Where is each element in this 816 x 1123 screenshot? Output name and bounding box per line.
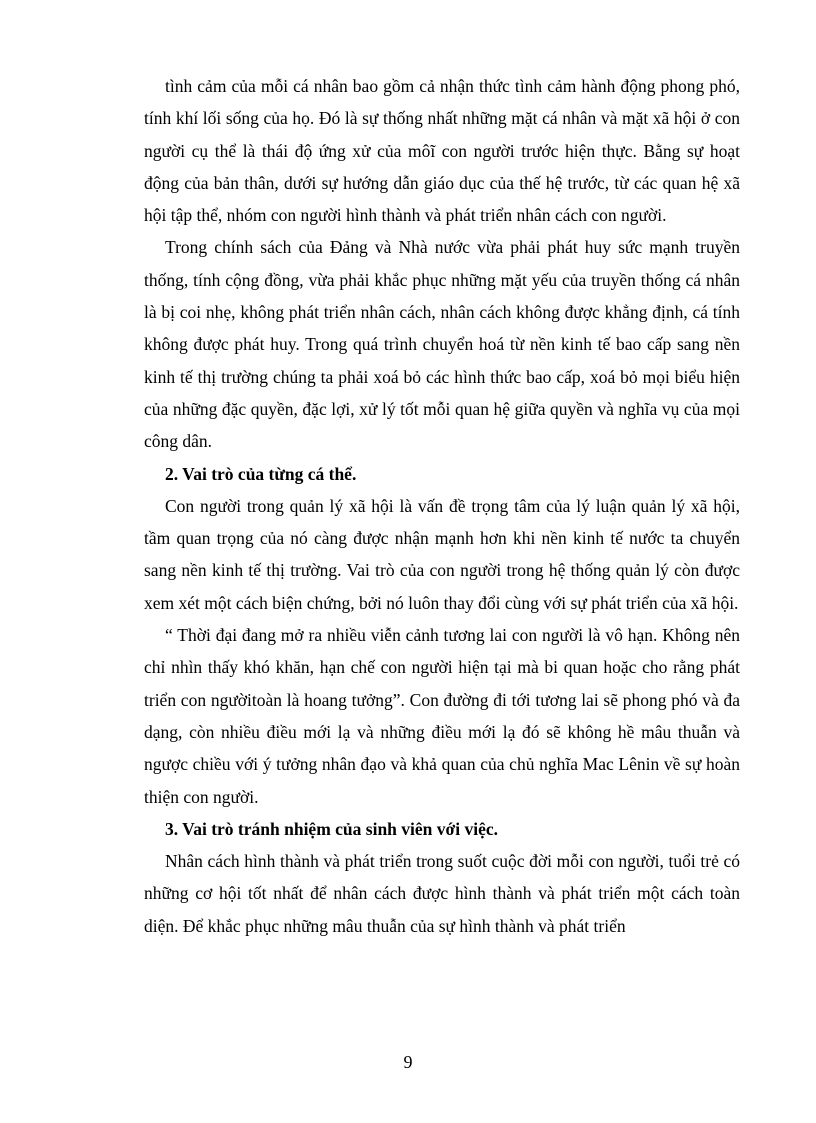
page-body — [144, 70, 740, 942]
paragraph-party-policy: Trong chính sách của Đảng và Nhà nước vừa phải phát huy sức mạnh truyền thống, tính cộng đồng, vừa phải khắc phục những mặt yếu của truyền thống cá nhân là bị coi nhẹ, không phát triển nhân cách, nhân cách không được khẳng định, cá tính không được phát huy. Trong quá trình chuyển hoá từ nền kinh tế bao cấp sang nền kinh tế thị trường chúng ta phải xoá bỏ các hình thức bao cấp, xoá bỏ mọi biểu hiện của những đặc quyền, đặc lợi, xử lý tốt mỗi quan hệ giữa quyền và nghĩa vụ của mọi công dân. — [144, 237, 740, 452]
paragraph-role-in-management: Con người trong quản lý xã hội là vấn đề trọng tâm của lý luận quản lý xã hội, tầm quan trọng của nó càng được nhận mạnh hơn khi nền kinh tế nước ta chuyển sang nền kinh tế thị trường. Vai trò của con người trong hệ thống quản lý còn được xem xét một cách biện chứng, bởi nó luôn thay đổi cùng với sự phát triển của xã hội. — [144, 495, 740, 613]
paragraph-personality-intro: tình cảm của mỗi cá nhân bao gồm cả nhận thức tình cảm hành động phong phó, tính khí lối sống của họ. Đó là sự thống nhất những mặt cá nhân và mặt xã hội ở con người cụ thể là thái độ ứng xử của môĩ con người trước hiện thực. Bằng sự hoạt động của bản thân, dưới sự hướng dẫn giáo dục của thế hệ trước, từ các quan hệ xã hội tập thể, nhóm con người hình thành và phát triển nhân cách con người. — [144, 76, 740, 226]
section-heading-2: 2. Vai trò của từng cá thể. — [165, 463, 357, 484]
page-number: 9 — [403, 1052, 413, 1072]
section-heading-3: 3. Vai trò tránh nhiệm của sinh viên với việc. — [165, 818, 498, 839]
paragraph-student-role: Nhân cách hình thành và phát triển trong suốt cuộc đời mỗi con người, tuổi trẻ có những cơ hội tốt nhất để nhân cách được hình thành và phát triển một cách toàn diện. Để khắc phục những mâu thuẫn của sự hình thành và phát triển — [144, 851, 740, 936]
paragraph-quote-future: “ Thời đại đang mở ra nhiều viễn cảnh tương lai con người là vô hạn. Không nên chỉ nhìn thấy khó khăn, hạn chế con người hiện tại mà bi quan hoặc cho rằng phát triển con ngườitoàn là hoang tưởng”. Con đường đi tới tương lai sẽ phong phó và đa dạng, còn nhiều điều mới lạ và những điều mới lạ đó sẽ không hề mâu thuẫn và ngược chiều với ý tưởng nhân đạo và khả quan của chủ nghĩa Mac Lênin về sự hoàn thiện con người. — [144, 625, 740, 807]
